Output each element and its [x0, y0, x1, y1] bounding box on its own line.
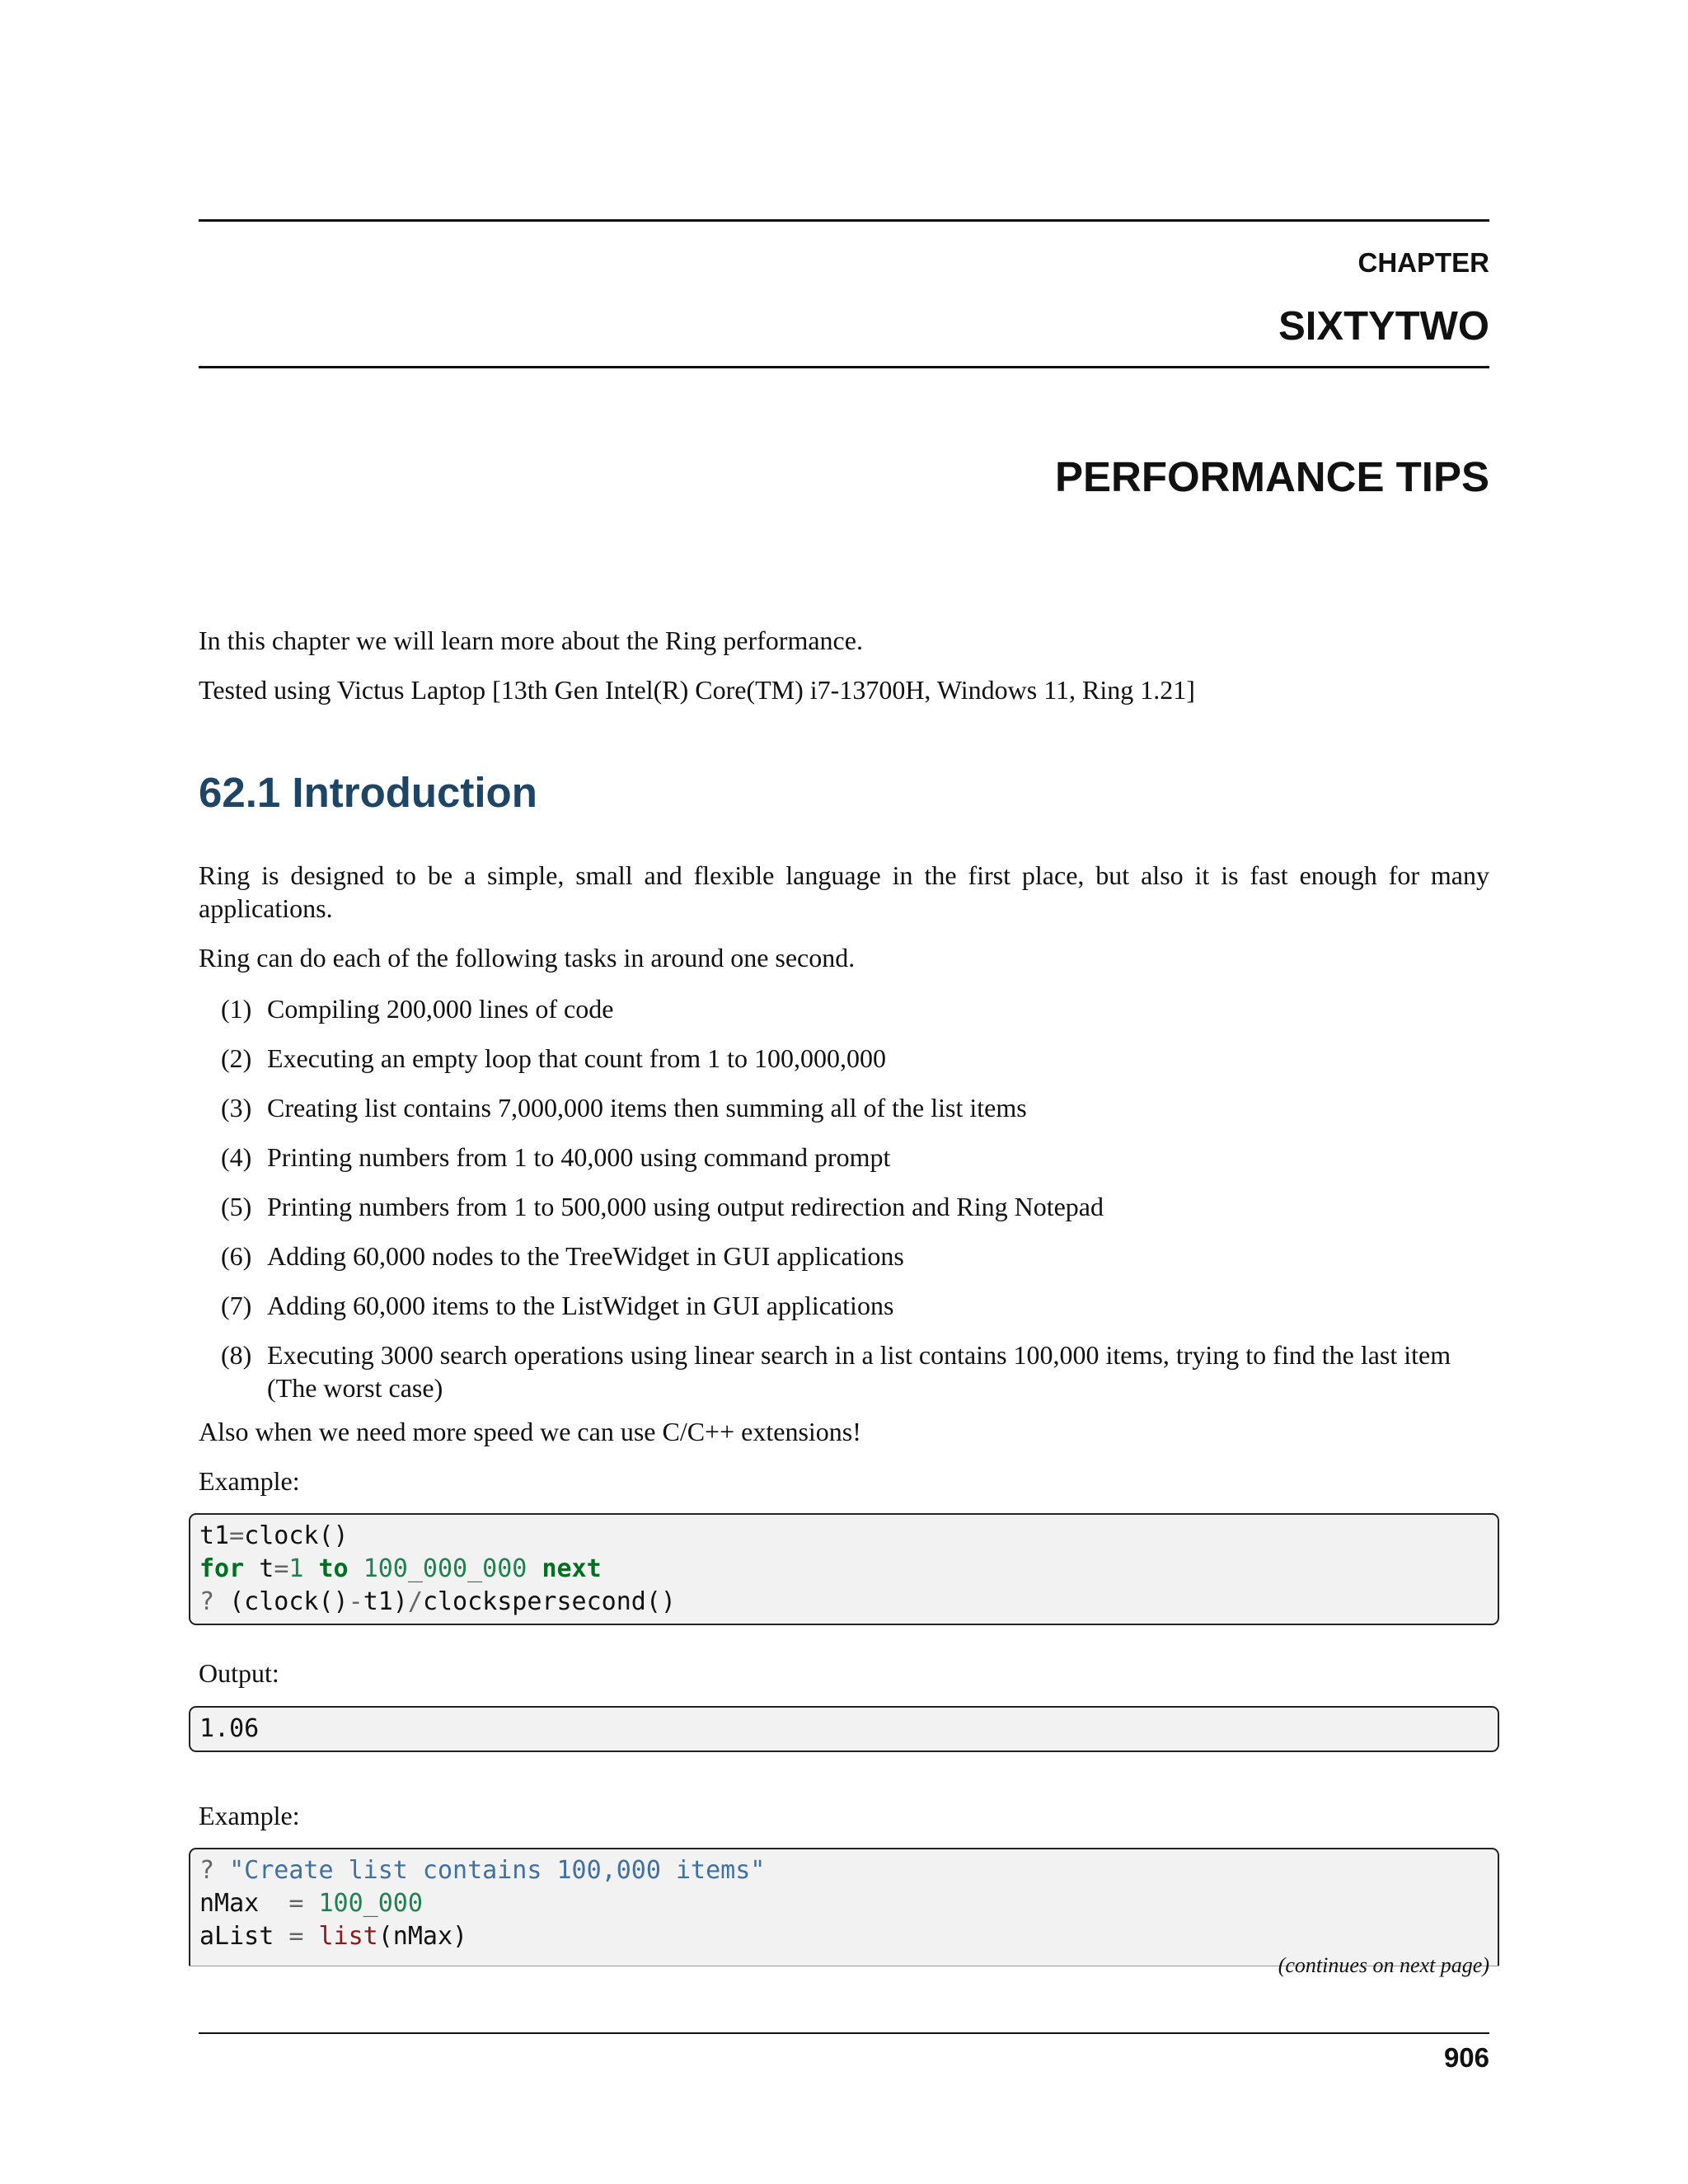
- intro-line-2: Tested using Victus Laptop [13th Gen Intel(R) Core(TM) i7-13700H, Windows 11, Ring 1.21]: [199, 675, 1195, 705]
- code-block-output-1[interactable]: [189, 1706, 1499, 1752]
- code-token: [303, 1922, 318, 1951]
- continues-note: (continues on next page): [1278, 1953, 1489, 1977]
- list-item: [221, 1042, 1489, 1075]
- code-token: =: [274, 1554, 289, 1583]
- example-label: Example:: [199, 1466, 300, 1496]
- task-list: [221, 992, 1489, 1421]
- code-token: t: [244, 1554, 274, 1583]
- section-paragraph-3: Also when we need more speed we can use C/C++ extensions!: [199, 1417, 861, 1446]
- code-token: ?: [199, 1856, 215, 1885]
- code-token: 1.06: [199, 1714, 260, 1743]
- code-token: clockspersecond(): [422, 1587, 676, 1616]
- code-token: [527, 1554, 542, 1583]
- code-token: [303, 1889, 318, 1918]
- code-token: 100_000_000: [363, 1554, 528, 1583]
- code-token: (nMax): [377, 1922, 468, 1951]
- list-item-text: Adding 60,000 nodes to the TreeWidget in GUI applications: [267, 1241, 904, 1271]
- list-item-number: (6): [221, 1241, 252, 1271]
- list-item-text: Printing numbers from 1 to 40,000 using command prompt: [267, 1142, 891, 1172]
- chapter-title: PERFORMANCE TIPS: [1054, 453, 1489, 500]
- list-item-number: (2): [221, 1043, 252, 1073]
- list-item-text: Creating list contains 7,000,000 items then summing all of the list items: [267, 1093, 1027, 1122]
- list-item-text: Adding 60,000 items to the ListWidget in GUI applications: [267, 1291, 894, 1320]
- list-item: [221, 1190, 1489, 1223]
- example-label: Example:: [199, 1801, 300, 1830]
- code-token: [303, 1554, 318, 1583]
- code-token: for: [199, 1554, 245, 1583]
- code-token: ?: [199, 1587, 215, 1616]
- code-token: [214, 1856, 229, 1885]
- code-token: clock(): [244, 1521, 349, 1550]
- code-token: =: [288, 1922, 304, 1951]
- list-item-number: (8): [221, 1340, 252, 1370]
- code-token: t1): [363, 1587, 408, 1616]
- output-label: Output:: [199, 1658, 279, 1688]
- footer-rule: [199, 2032, 1489, 2034]
- list-item-text: Executing 3000 search operations using linear search in a list contains 100,000 items, trying to find the last item (The worst case): [267, 1340, 1451, 1403]
- code-token: (clock(): [214, 1587, 349, 1616]
- code-token: to: [318, 1554, 349, 1583]
- list-item-number: (1): [221, 994, 252, 1024]
- list-item: [221, 1240, 1489, 1272]
- section-paragraph-1: Ring is designed to be a simple, small and flexible language in the first place, but also it is fast enough for many applications.: [199, 860, 1489, 923]
- code-token: =: [288, 1889, 304, 1918]
- code-block-example-1[interactable]: [189, 1513, 1499, 1625]
- section-paragraph-2: Ring can do each of the following tasks in around one second.: [199, 943, 856, 972]
- list-item: [221, 1091, 1489, 1124]
- chapter-bottom-rule: [199, 366, 1489, 368]
- code-token: /: [407, 1587, 423, 1616]
- code-token: list: [318, 1922, 378, 1951]
- chapter-label: CHAPTER: [1357, 247, 1489, 278]
- code-token: t1: [199, 1521, 230, 1550]
- chapter-number: SIXTYTWO: [1278, 304, 1489, 349]
- list-item-number: (7): [221, 1291, 252, 1320]
- list-item: [221, 1338, 1489, 1404]
- list-item: [221, 992, 1489, 1025]
- list-item: [221, 1141, 1489, 1174]
- code-token: 1: [288, 1554, 304, 1583]
- top-rule: [199, 219, 1489, 222]
- code-token: 100_000: [318, 1889, 423, 1918]
- list-item-text: Printing numbers from 1 to 500,000 using output redirection and Ring Notepad: [267, 1192, 1104, 1221]
- code-token: nMax: [199, 1889, 289, 1918]
- code-token: =: [229, 1521, 245, 1550]
- list-item-number: (3): [221, 1093, 252, 1122]
- code-token: [349, 1554, 363, 1583]
- code-token: "Create list contains 100,000 items": [229, 1856, 766, 1885]
- list-item: [221, 1289, 1489, 1322]
- intro-line-1: In this chapter we will learn more about the Ring performance.: [199, 626, 863, 655]
- code-block-example-2[interactable]: [189, 1848, 1499, 1966]
- list-item-number: (4): [221, 1142, 252, 1172]
- list-item-text: Executing an empty loop that count from 1 to 100,000,000: [267, 1043, 886, 1073]
- section-heading: 62.1 Introduction: [199, 769, 537, 816]
- code-token: -: [348, 1587, 363, 1616]
- code-token: aList: [199, 1922, 289, 1951]
- page-number: 906: [1443, 2042, 1489, 2073]
- code-token: next: [542, 1554, 602, 1583]
- list-item-text: Compiling 200,000 lines of code: [267, 994, 614, 1024]
- list-item-number: (5): [221, 1192, 252, 1221]
